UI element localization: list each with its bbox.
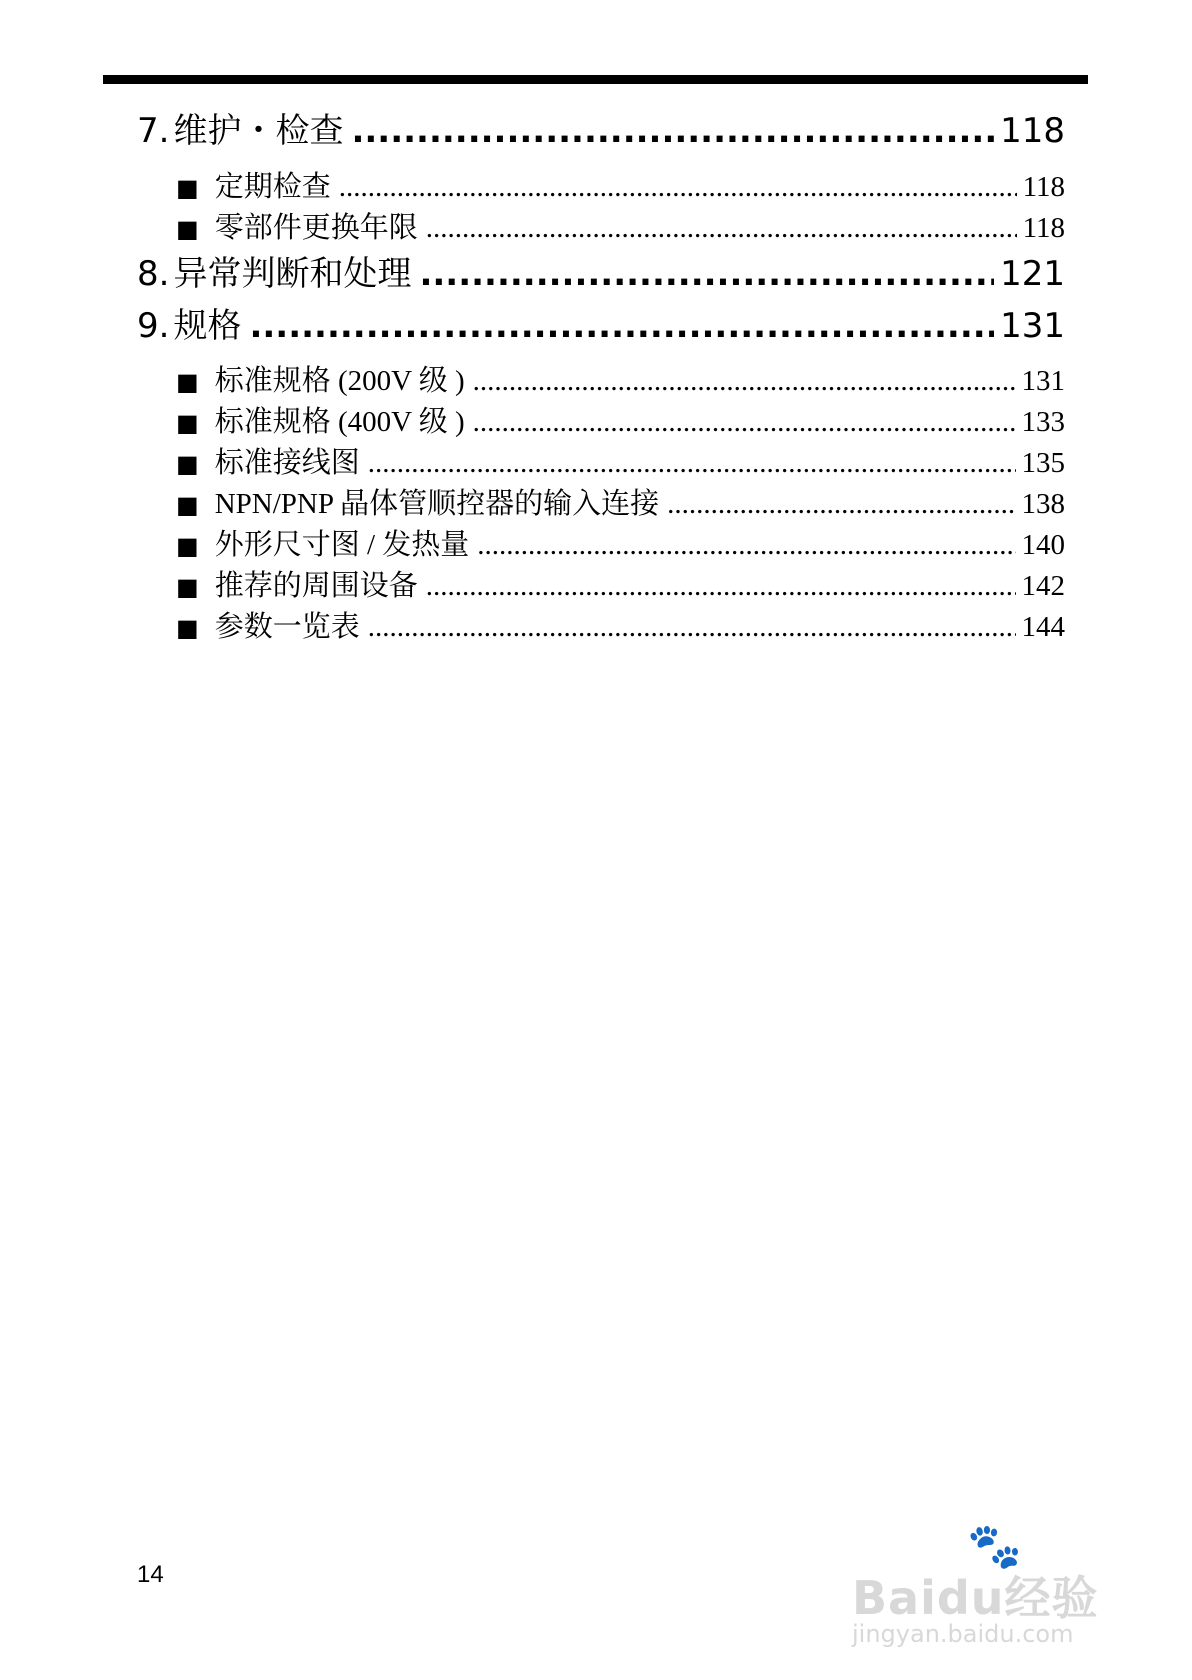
page-ref: 135 xyxy=(1021,447,1065,479)
square-bullet-icon: ■ xyxy=(176,409,199,437)
section-title: 定期检查 xyxy=(214,171,331,203)
top-rule xyxy=(103,75,1088,84)
square-bullet-icon: ■ xyxy=(176,174,199,202)
section-title: 标准接线图 xyxy=(214,447,360,479)
square-bullet-icon: ■ xyxy=(176,614,199,642)
toc-section-part-replacement[interactable] xyxy=(176,205,1065,245)
page-ref: 144 xyxy=(1021,611,1065,643)
toc-chapter-9[interactable] xyxy=(137,298,1065,344)
toc-section-spec-400v[interactable] xyxy=(176,399,1065,439)
page-number: 14 xyxy=(137,1561,164,1588)
watermark-brand: Baidu经验 xyxy=(852,1571,1099,1625)
toc-section-wiring-diagram[interactable] xyxy=(176,440,1065,480)
dot-leader xyxy=(473,406,1016,439)
square-bullet-icon: ■ xyxy=(176,491,199,519)
dot-leader xyxy=(339,171,1017,204)
paw-icon: 🐾 xyxy=(967,1521,1022,1572)
page-ref: 118 xyxy=(1022,171,1065,203)
toc-section-dimensions-heat[interactable] xyxy=(176,522,1065,562)
dot-leader xyxy=(368,447,1016,480)
page-ref: 138 xyxy=(1021,488,1065,520)
page-ref: 133 xyxy=(1021,406,1065,438)
page-ref: 131 xyxy=(1000,306,1065,344)
page-ref: 142 xyxy=(1021,570,1065,602)
square-bullet-icon: ■ xyxy=(176,532,199,560)
baidu-jingyan-watermark xyxy=(852,1520,1132,1650)
chapter-number: 9. xyxy=(137,306,170,344)
section-title: 外形尺寸图 / 发热量 xyxy=(214,529,470,561)
toc-section-peripheral-devices[interactable] xyxy=(176,563,1065,603)
watermark-url: jingyan.baidu.com xyxy=(852,1620,1074,1648)
section-title: 零部件更换年限 xyxy=(214,212,418,244)
square-bullet-icon: ■ xyxy=(176,573,199,601)
chapter-number: 7. xyxy=(137,111,170,149)
chapter-title: 维护・检查 xyxy=(173,111,344,149)
dot-leader xyxy=(351,111,994,149)
toc-section-parameter-list[interactable] xyxy=(176,604,1065,644)
toc-section-npn-pnp-input[interactable] xyxy=(176,481,1065,521)
dot-leader xyxy=(249,306,994,344)
page-ref: 131 xyxy=(1021,365,1065,397)
chapter-number: 8. xyxy=(137,254,170,292)
section-title: 标准规格 (400V 级 ) xyxy=(214,406,465,438)
toc-chapter-7[interactable] xyxy=(137,103,1065,149)
dot-leader xyxy=(368,611,1016,644)
toc-chapter-8[interactable] xyxy=(137,246,1065,292)
toc-section-spec-200v[interactable] xyxy=(176,358,1065,398)
square-bullet-icon: ■ xyxy=(176,215,199,243)
dot-leader xyxy=(667,488,1015,521)
dot-leader xyxy=(426,570,1016,603)
section-title: 参数一览表 xyxy=(214,611,360,643)
toc-section-periodic-inspection[interactable] xyxy=(176,164,1065,204)
dot-leader xyxy=(473,365,1016,398)
section-title: 标准规格 (200V 级 ) xyxy=(214,365,465,397)
page-ref: 118 xyxy=(1022,212,1065,244)
page-ref: 118 xyxy=(1000,111,1065,149)
square-bullet-icon: ■ xyxy=(176,368,199,396)
chapter-title: 规格 xyxy=(173,306,242,344)
chapter-title: 异常判断和处理 xyxy=(173,254,412,292)
section-title: 推荐的周围设备 xyxy=(214,570,418,602)
dot-leader xyxy=(419,254,994,292)
section-title: NPN/PNP 晶体管顺控器的输入连接 xyxy=(214,488,660,520)
page-ref: 121 xyxy=(1000,254,1065,292)
dot-leader xyxy=(477,529,1015,562)
dot-leader xyxy=(426,212,1017,245)
square-bullet-icon: ■ xyxy=(176,450,199,478)
page-ref: 140 xyxy=(1021,529,1065,561)
